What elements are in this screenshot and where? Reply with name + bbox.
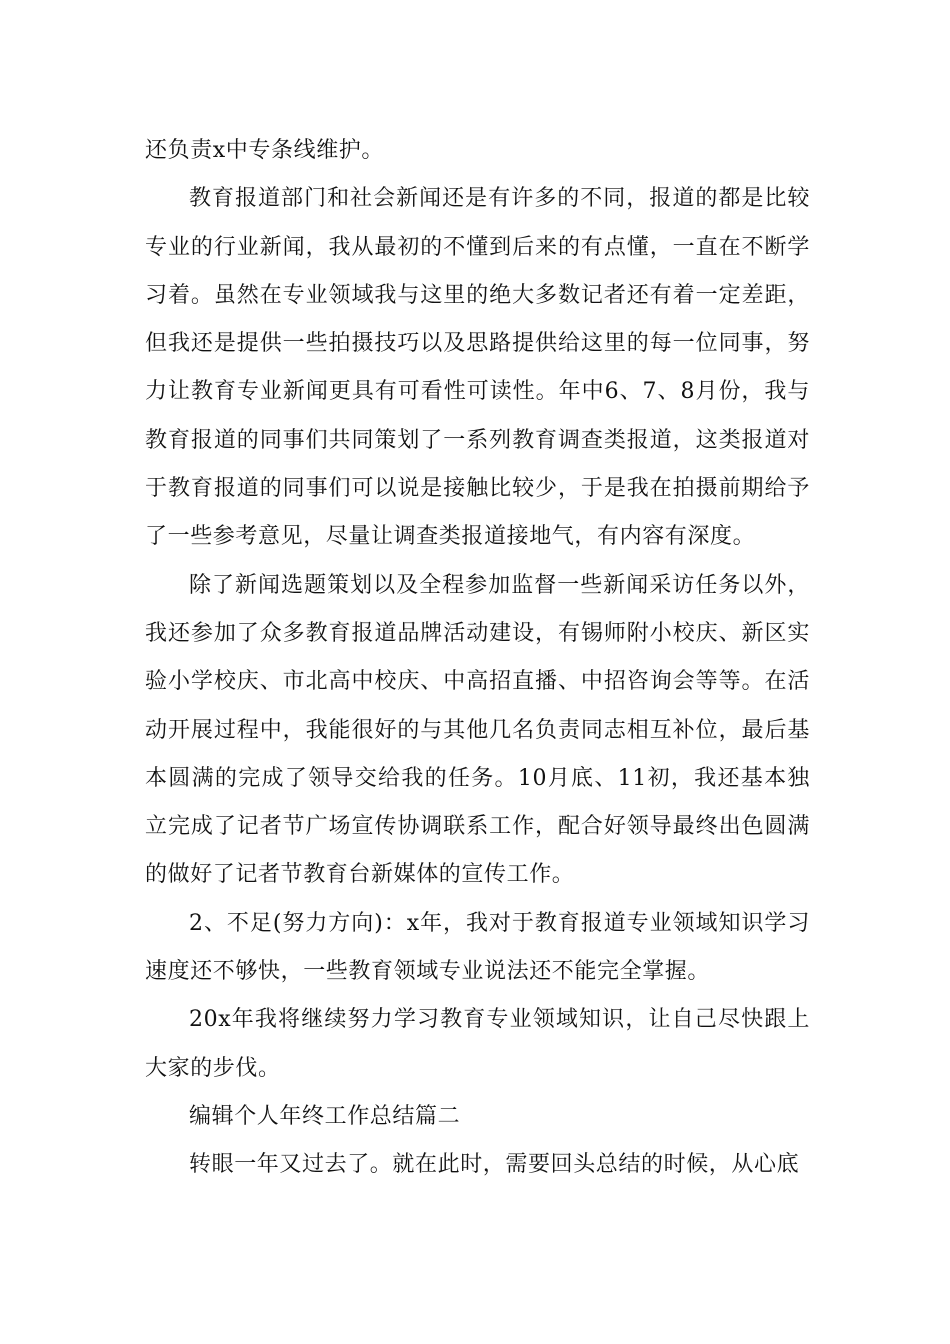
paragraph-5: 20x年我将继续努力学习教育专业领域知识，让自己尽快跟上大家的步伐。 [145, 1007, 810, 1081]
document-body [145, 127, 810, 1190]
paragraph-3: 除了新闻选题策划以及全程参加监督一些新闻采访任务以外，我还参加了众多教育报道品牌活动建设，有锡师附小校庆、新区实验小学校庆、市北高中校庆、中高招直播、中招咨询会等等。在活动开展过程中，我能很好的与其他几名负责同志相互补位，最后基本圆满的完成了领导交给我的任务。10月底、11初，我还基本独立完成了记者节广场宣传协调联系工作，配合好领导最终出色圆满的做好了记者节教育台新媒体的宣传工作。 [145, 572, 810, 888]
section-heading: 编辑个人年终工作总结篇二 [189, 1103, 461, 1129]
paragraph-1: 还负责x中专条线维护。 [145, 138, 385, 163]
paragraph-4: 2、不足(努力方向)：x年，我对于教育报道专业领域知识学习速度还不够快，一些教育领域专业说法还不能完全掌握。 [145, 910, 810, 985]
paragraph-2: 教育报道部门和社会新闻还是有许多的不同，报道的都是比较专业的行业新闻，我从最初的不懂到后来的有点懂，一直在不断学习着。虽然在专业领域我与这里的绝大多数记者还有着一定差距，但我还是提供一些拍摄技巧以及思路提供给这里的每一位同事，努力让教育专业新闻更具有可看性可读性。年中6、7、8月份，我与教育报道的同事们共同策划了一系列教育调查类报道，这类报道对于教育报道的同事们可以说是接触比较少，于是我在拍摄前期给予了一些参考意见，尽量让调查类报道接地气，有内容有深度。 [145, 186, 810, 550]
paragraph-6: 转眼一年又过去了。就在此时，需要回头总结的时候，从心底 [189, 1152, 800, 1178]
